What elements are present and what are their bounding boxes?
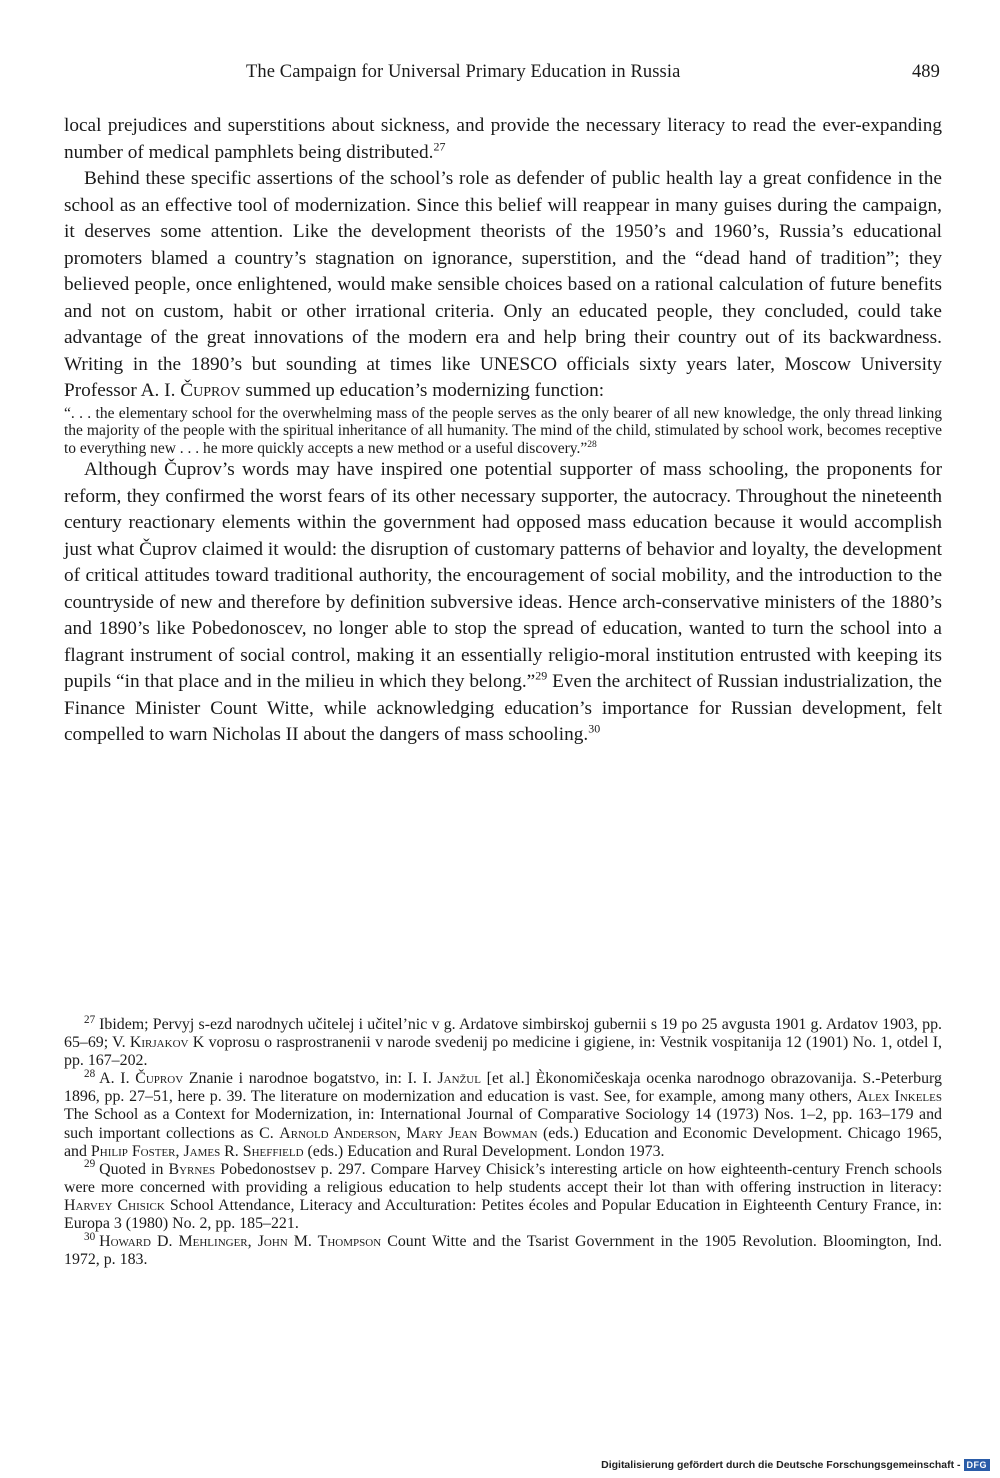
paragraph-3: Although Čuprov’s words may have inspired one potential supporter of mass schooling, the proponents for reform, they confirmed the worst fears of its other necessary supporter, the autocracy. Throughout the nineteenth century reactionary elements within the government had opposed mass education because it would accomplish just what Čuprov claimed it would: the disruption of customary patterns of behavior and loyalty, the development of critical attitudes toward traditional authority, the encouragement of social mobility, and the introduction to the countryside of new and therefore by definition subversive ideas. Hence arch-conservative ministers of the 1880’s and 1890’s like Pobedonoscev, no longer able to stop the spread of education, wanted to turn the school into a flagrant instrument of social control, making it an essentially religio-moral institution entrusted with keeping its pupils “in that place and in the milieu in which they belong.”$^{29}$ Even the architect of Russian industrialization, the Finance Minister Count Witte, while acknowledging education’s importance for Russian development, felt compelled to warn Nicholas II about the dangers of mass schooling.$^{30}$ bbox=[64, 459, 942, 746]
block-quote: “. . . the elementary school for the overwhelming mass of the people serves as the only bearer of all new knowledge, the only thread linking the majority of the people with the spiritual inheritance of all humanity. The mind of the child, stimulated by school work, becomes receptive to everything new . . . he more quickly accepts a new method or a useful discovery.”$^{28}$ bbox=[64, 404, 942, 457]
paragraph-2: Behind these specific assertions of the school’s role as defender of public health lay a great confidence in the school as an effective tool of modernization. Since this belief will reappear in many guises during the campaign, it deserves some attention. Like the development theorists of the 1950’s and 1960’s, Russia’s educational promoters blamed a country’s stagnation on ignorance, superstition, and the “dead hand of tradition”; they believed people, once enlightened, would make sensible choices based on a rational calculation of future benefits and not on custom, habit or other irrational criteria. Only an educated people, they concluded, could take advantage of the great innovations of the modern era and help bring their country out of its backwardness. Writing in the 1890’s but sounding at times like UNESCO officials sixty years later, Moscow University Professor A. I. Čuprov summed up education’s modernizing function: bbox=[64, 168, 942, 401]
author-name: Harvey Chisick bbox=[64, 1196, 165, 1214]
author-name: Alex Inkeles bbox=[856, 1088, 942, 1106]
author-name: Čuprov bbox=[180, 380, 241, 401]
digitization-label: Digitalisierung gefördert durch die Deutsche Forschungsgemeinschaft - bbox=[601, 1459, 961, 1471]
author-name: John M. Thompson bbox=[257, 1233, 382, 1251]
author-name: James R. Sheffield bbox=[183, 1142, 304, 1160]
author-name: Janžul bbox=[437, 1070, 481, 1088]
footnote-ref-27[interactable]: 27 bbox=[433, 139, 446, 154]
author-name: Mary Jean Bowman bbox=[406, 1124, 538, 1142]
dfg-logo-icon: DFG bbox=[964, 1459, 991, 1471]
author-name: Philip Foster bbox=[90, 1142, 176, 1160]
paragraph-1: local prejudices and superstitions about sickness, and provide the necessary literacy to read the ever-expanding number of medical pamphlets being distributed.$^{27}$ bbox=[64, 115, 942, 163]
footnote-28: $^{28}$ A. I. Čuprov Znanie i narodnoe bogatstvo, in: I. I. Janžul [et al.] Èkonomičeskaja ocenka narodnogo obrazovanija. S.-Peterburg 1896, pp. 27–51, here p. 39. The literature on modernization and education is vast. See, for example, among many others, Alex Inkeles The School as a Context for Modernization, in: International Journal of Comparative Sociology 14 (1973) Nos. 1–2, pp. 163–179 and such important collections as C. Arnold Anderson, Mary Jean Bowman (eds.) Education and Economic Development. Chicago 1965, and Philip Foster, James R. Sheffield (eds.) Education and Rural Development. London 1973. bbox=[64, 1067, 942, 1160]
author-name: Kirjakov bbox=[129, 1034, 189, 1052]
footnote-27: $^{27}$ Ibidem; Pervyj s-ezd narodnych učitelej i učitel’nic v g. Ardatove simbirskoj gubernii s 19 po 25 avgusta 1901 g. Ardatov 1903, pp. 65–69; V. Kirjakov K voprosu o rasprostranenii v narode svedenij po medicine i gigiene, in: Vestnik vospitanija 12 (1901) No. 1, otdel I, pp. 167–202. bbox=[64, 1013, 942, 1070]
digitization-credit bbox=[601, 1459, 990, 1471]
author-name: Howard D. Mehlinger bbox=[99, 1233, 248, 1251]
page-number: 489 bbox=[911, 62, 940, 82]
body-text bbox=[64, 113, 942, 749]
author-name: Arnold Anderson bbox=[279, 1124, 397, 1142]
footnote-30: $^{30}$ Howard D. Mehlinger, John M. Thompson Count Witte and the Tsarist Government in the 1905 Revolution. Bloomington, Ind. 1972, p. 183. bbox=[64, 1230, 942, 1269]
footnote-ref-28[interactable]: 28 bbox=[587, 438, 597, 450]
footnote-number: 29 bbox=[84, 1158, 96, 1171]
document-page bbox=[64, 0, 942, 1478]
running-title: The Campaign for Universal Primary Education in Russia bbox=[246, 62, 681, 82]
author-name: Byrnes bbox=[168, 1160, 216, 1178]
footnote-ref-29[interactable]: 29 bbox=[535, 668, 548, 683]
footnote-number: 27 bbox=[84, 1013, 96, 1026]
footnote-number: 30 bbox=[84, 1230, 96, 1243]
footnote-ref-30[interactable]: 30 bbox=[588, 721, 601, 736]
author-name: Čuprov bbox=[135, 1070, 184, 1088]
footnote-29: $^{29}$ Quoted in Byrnes Pobedonostsev p. 297. Compare Harvey Chisick’s interesting article on how eighteenth-century French schools were more concerned with providing a religious education to help students accept their lot than with offering instruction in literacy: Harvey Chisick School Attendance, Literacy and Acculturation: Petites écoles and Popular Education in Eighteenth Century France, in: Europa 3 (1980) No. 2, pp. 185–221. bbox=[64, 1158, 942, 1233]
running-head bbox=[64, 62, 942, 86]
footnotes bbox=[64, 1013, 942, 1269]
footnote-number: 28 bbox=[84, 1067, 96, 1080]
